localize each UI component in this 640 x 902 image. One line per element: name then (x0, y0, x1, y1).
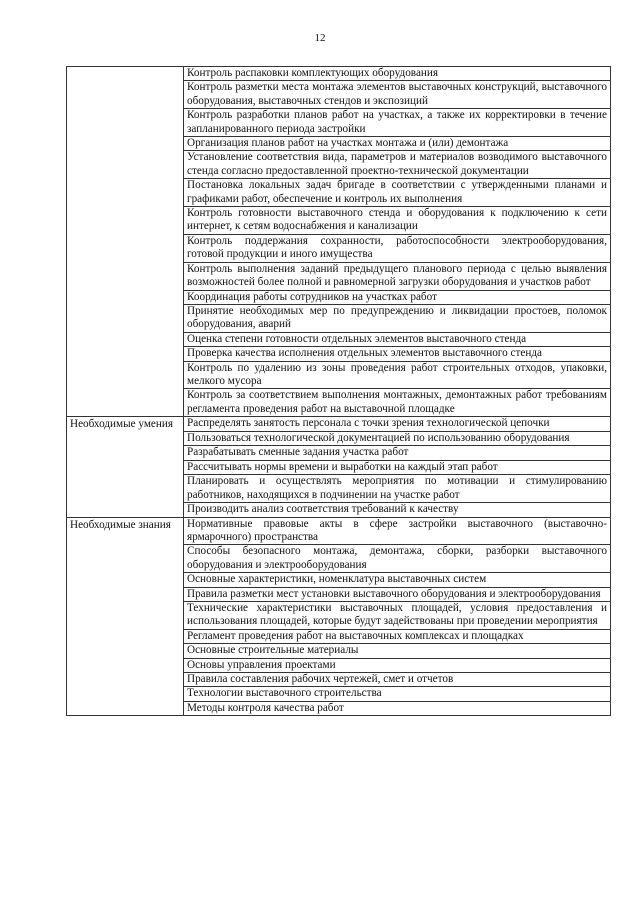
table-row (67, 517, 611, 545)
section-label-continued (67, 389, 184, 417)
table-cell-item: Контроль за соответствием выполнения монтажных, демонтажных работ требованиям регламента проведения работ на выставочной площадке (184, 389, 611, 417)
table-cell-item: Технические характеристики выставочных площадей, условия предоставления и использования площадей, которые будут задействованы при проведении мероприятия (184, 601, 611, 629)
table-row (67, 460, 611, 474)
section-label-continued (67, 503, 184, 517)
section-label-continued (67, 361, 184, 389)
table-cell-item: Контроль поддержания сохранности, работоспособности электрооборудования, готовой продукции и иного имущества (184, 234, 611, 262)
table-cell-item: Производить анализ соответствия требований к качеству (184, 503, 611, 517)
section-label-continued (67, 207, 184, 235)
table-row (67, 687, 611, 701)
table-row (67, 109, 611, 137)
section-label-continued (67, 644, 184, 658)
table-row (67, 332, 611, 346)
table-cell-item: Контроль разметки места монтажа элементов выставочных конструкций, выставочного оборудования, выставочных стендов и экспозиций (184, 81, 611, 109)
table-cell-item: Распределять занятость персонала с точки зрения технологической цепочки (184, 417, 611, 432)
section-label-continued (67, 629, 184, 643)
section-label-continued (67, 545, 184, 573)
section-label-continued (67, 151, 184, 179)
table-row (67, 67, 611, 81)
section-label-continued (67, 672, 184, 686)
table-cell-item: Основные характеристики, номенклатура выставочных систем (184, 573, 611, 587)
section-label-continued (67, 687, 184, 701)
table-cell-item: Правила разметки мест установки выставочного оборудования и электрооборудования (184, 587, 611, 601)
section-label-continued (67, 290, 184, 304)
table-row (67, 290, 611, 304)
table-row (67, 304, 611, 332)
table-cell-item: Организация планов работ на участках монтажа и (или) демонтажа (184, 137, 611, 151)
section-label-continued (67, 81, 184, 109)
table-cell-item: Основные строительные материалы (184, 644, 611, 658)
section-label-continued (67, 432, 184, 446)
section-label: Необходимые умения (67, 417, 184, 432)
table-cell-item: Способы безопасного монтажа, демонтажа, сборки, разборки выставочного оборудования и электрооборудования (184, 545, 611, 573)
table-row (67, 207, 611, 235)
table-row (67, 151, 611, 179)
table-row (67, 573, 611, 587)
table-row (67, 503, 611, 517)
section-label-continued (67, 137, 184, 151)
section-label-continued (67, 262, 184, 290)
table-row (67, 587, 611, 601)
table-cell-item: Проверка качества исполнения отдельных элементов выставочного стенда (184, 347, 611, 361)
table-cell-item: Контроль готовности выставочного стенда и оборудования к подключению к сети интернет, к сетям водоснабжения и канализации (184, 207, 611, 235)
table-row (67, 475, 611, 503)
table-row (67, 658, 611, 672)
table-cell-item: Разрабатывать сменные задания участка работ (184, 446, 611, 460)
table-row (67, 347, 611, 361)
table-cell-item: Установление соответствия вида, параметров и материалов возводимого выставочного стенда согласно предоставленной проектно-технической документации (184, 151, 611, 179)
table-row (67, 417, 611, 432)
section-label-continued (67, 109, 184, 137)
table-row (67, 629, 611, 643)
section-label-continued (67, 347, 184, 361)
table-row (67, 432, 611, 446)
section-label-continued (67, 601, 184, 629)
table-row (67, 361, 611, 389)
table-cell-item: Нормативные правовые акты в сфере застройки выставочного (выставочно-ярмарочного) пространства (184, 517, 611, 545)
section-label-continued (67, 446, 184, 460)
table-row (67, 389, 611, 417)
table-row (67, 81, 611, 109)
table-cell-item: Технологии выставочного строительства (184, 687, 611, 701)
section-label: Необходимые знания (67, 517, 184, 545)
table-row (67, 701, 611, 715)
section-label-continued (67, 475, 184, 503)
section-label-continued (67, 573, 184, 587)
table-row (67, 137, 611, 151)
section-label-continued (67, 587, 184, 601)
table-row (67, 262, 611, 290)
table-cell-item: Пользоваться технологической документацией по использованию оборудования (184, 432, 611, 446)
table-cell-item: Контроль разработки планов работ на участках, а также их корректировки в течение запланированного периода застройки (184, 109, 611, 137)
table-row (67, 179, 611, 207)
table-cell-item: Планировать и осуществлять мероприятия по мотивации и стимулированию работников, находящихся в подчинении на участке работ (184, 475, 611, 503)
table-cell-item: Рассчитывать нормы времени и выработки на каждый этап работ (184, 460, 611, 474)
table-cell-item: Принятие необходимых мер по предупреждению и ликвидации простоев, поломок оборудования, аварий (184, 304, 611, 332)
table-row (67, 644, 611, 658)
table-cell-item: Правила составления рабочих чертежей, смет и отчетов (184, 672, 611, 686)
section-label-blank (67, 67, 184, 81)
competency-table (66, 66, 611, 716)
table-row (67, 446, 611, 460)
section-label-continued (67, 179, 184, 207)
page-number: 12 (314, 32, 326, 44)
table-cell-item: Регламент проведения работ на выставочных комплексах и площадках (184, 629, 611, 643)
table-cell-item: Оценка степени готовности отдельных элементов выставочного стенда (184, 332, 611, 346)
table-cell-item: Постановка локальных задач бригаде в соответствии с утвержденными планами и графиками работ, обеспечение и контроль их выполнения (184, 179, 611, 207)
section-label-continued (67, 658, 184, 672)
table-cell-item: Контроль по удалению из зоны проведения работ строительных отходов, упаковки, мелкого мусора (184, 361, 611, 389)
table-row (67, 672, 611, 686)
section-label-continued (67, 304, 184, 332)
table-row (67, 234, 611, 262)
section-label-continued (67, 234, 184, 262)
table-cell-item: Контроль выполнения заданий предыдущего планового периода с целью выявления возможностей более полной и равномерной загрузки оборудования и участков работ (184, 262, 611, 290)
table-body (67, 67, 611, 716)
table-cell-item: Контроль распаковки комплектующих оборудования (184, 67, 611, 81)
section-label-continued (67, 460, 184, 474)
section-label-continued (67, 701, 184, 715)
table-cell-item: Координация работы сотрудников на участках работ (184, 290, 611, 304)
table-row (67, 601, 611, 629)
section-label-continued (67, 332, 184, 346)
table-cell-item: Методы контроля качества работ (184, 701, 611, 715)
table-row (67, 545, 611, 573)
table-cell-item: Основы управления проектами (184, 658, 611, 672)
